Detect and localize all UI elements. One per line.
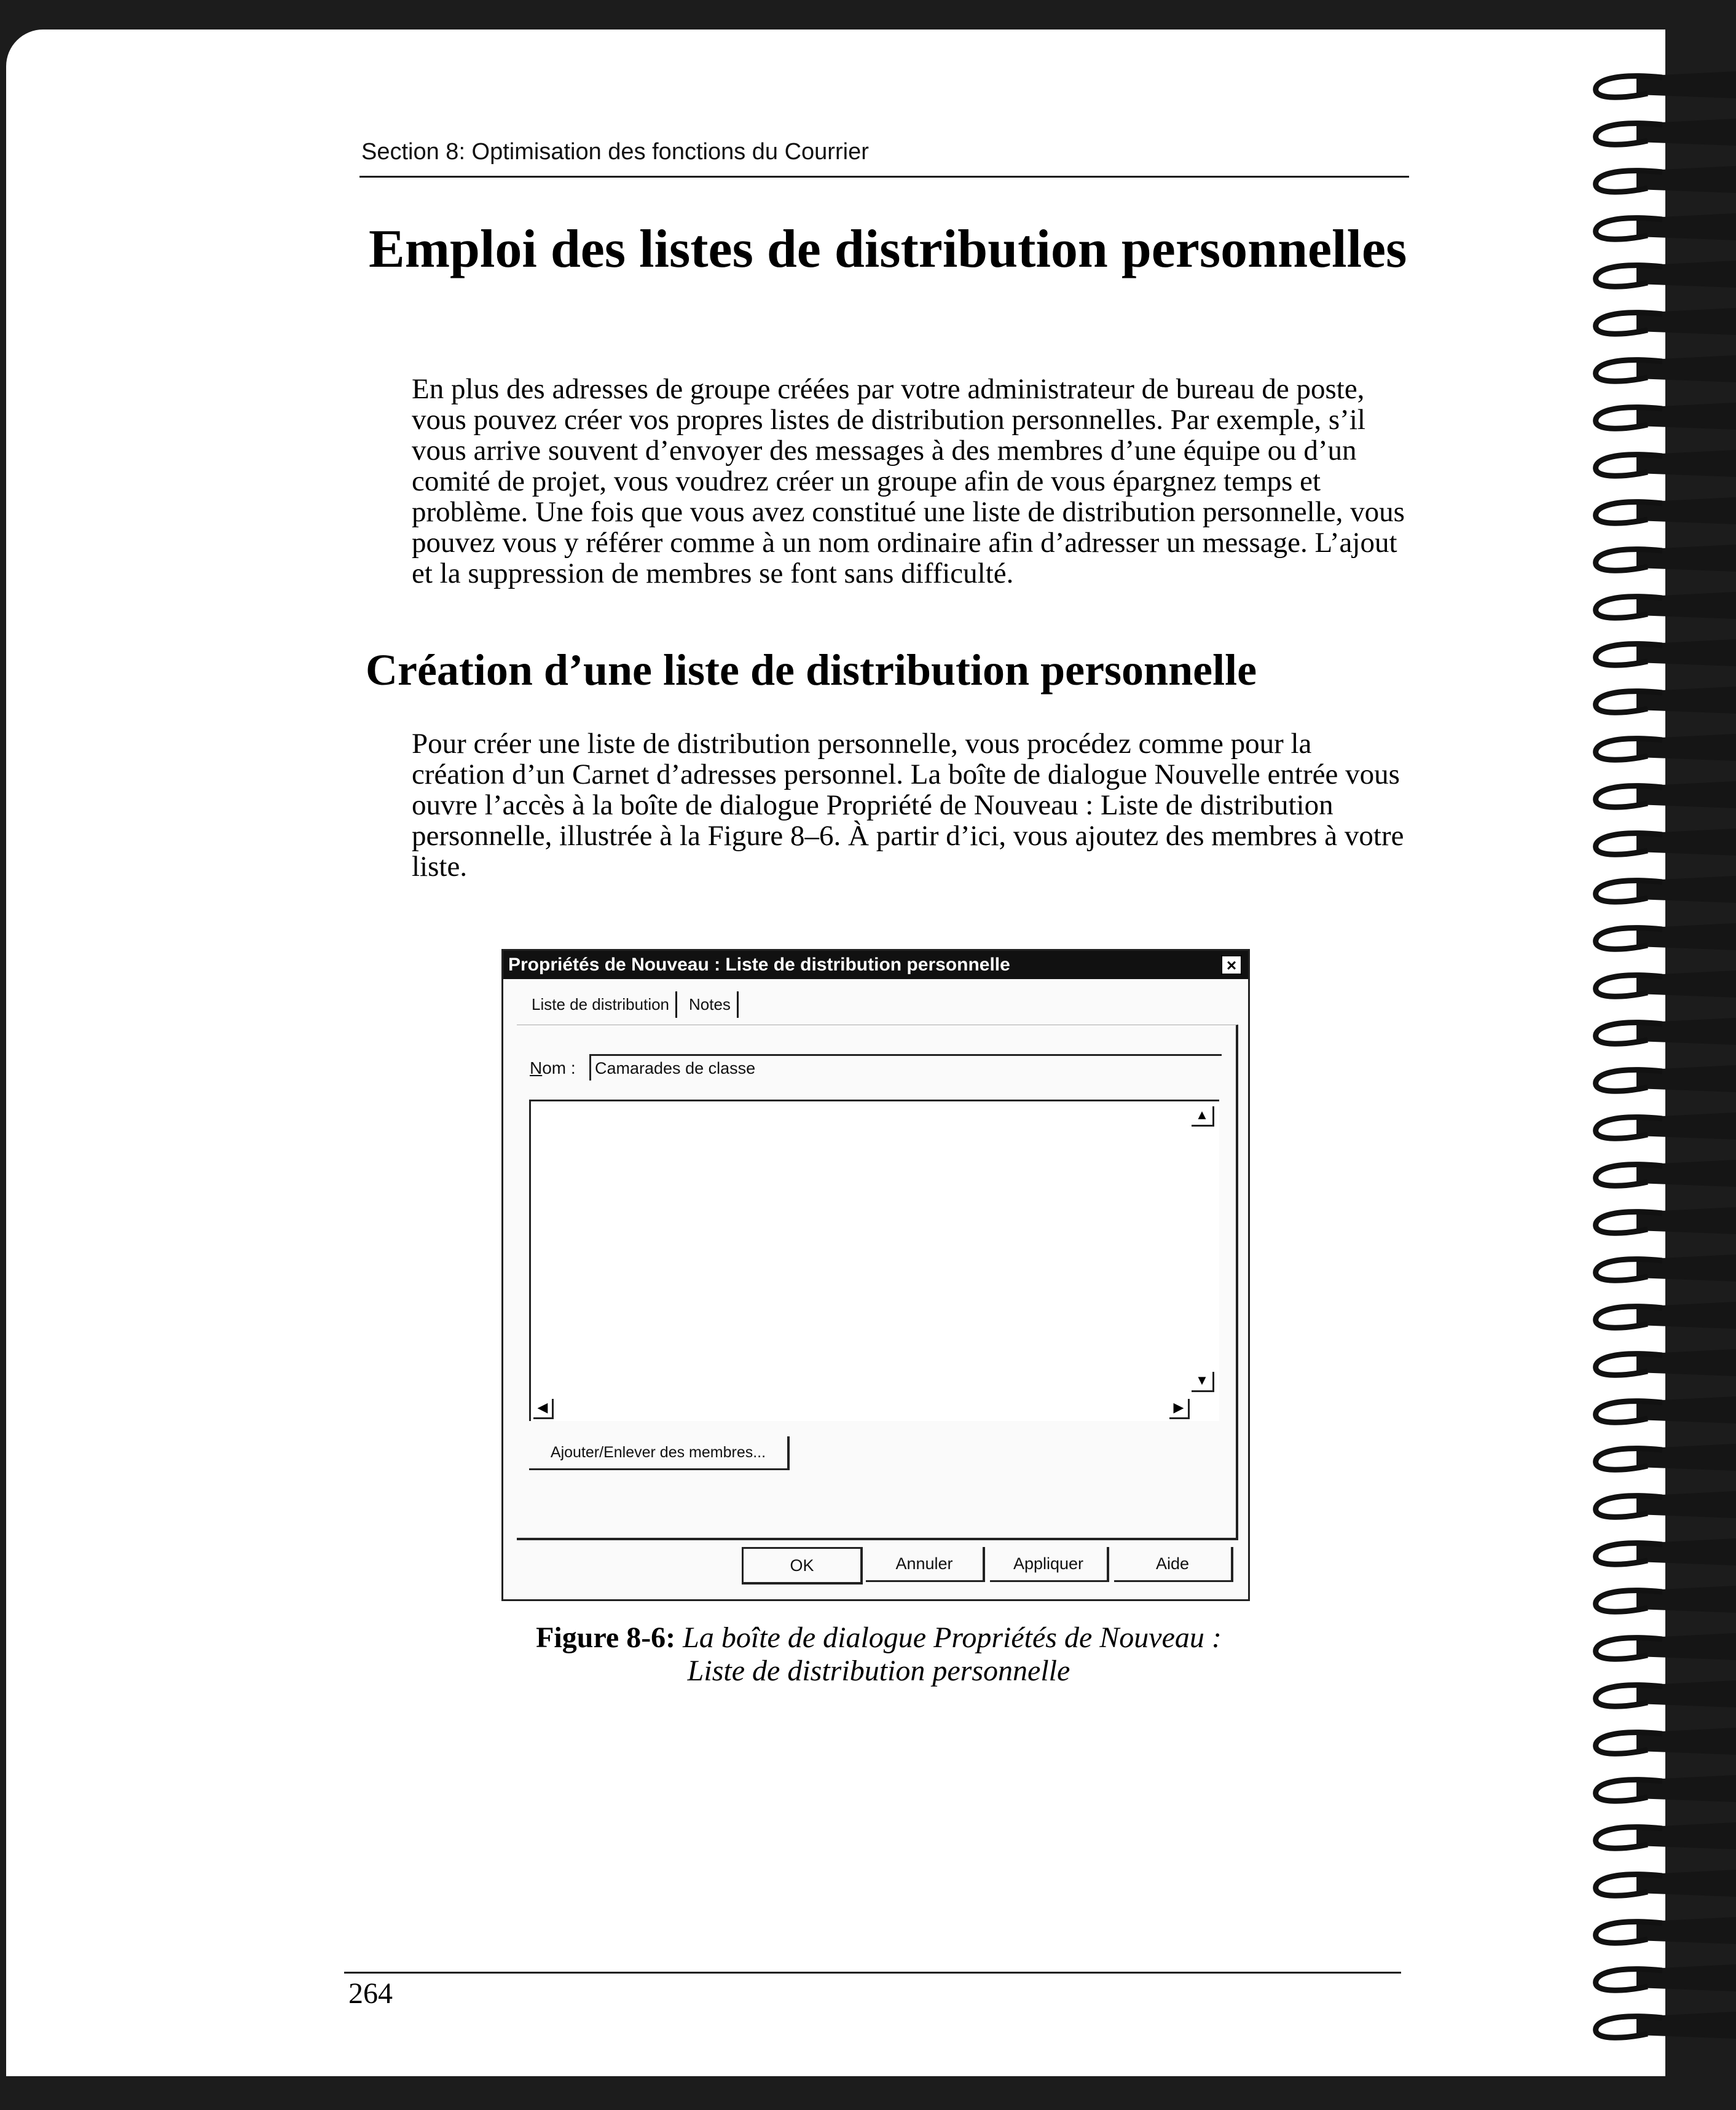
binding-ring (1589, 1535, 1736, 1578)
cancel-button[interactable]: Annuler (866, 1547, 985, 1582)
tab-distribution-list[interactable]: Liste de distribution (525, 991, 677, 1018)
section-subheading: Création d’une liste de distribution personnelle (366, 645, 1257, 695)
binding-ring (1589, 257, 1736, 300)
name-input[interactable]: Camarades de classe (589, 1054, 1222, 1081)
binding-ring (1589, 683, 1736, 726)
header-rule (359, 176, 1409, 178)
dialog-title: Propriétés de Nouveau : Liste de distribution personnelle (508, 955, 1010, 975)
binding-ring (1589, 1961, 1736, 2004)
binding-ring (1589, 494, 1736, 537)
binding-ring (1589, 1203, 1736, 1246)
binding-ring (1589, 1866, 1736, 1909)
scroll-up-icon[interactable]: ▲ (1192, 1106, 1214, 1127)
help-button[interactable]: Aide (1114, 1547, 1233, 1582)
binding-ring (1589, 1298, 1736, 1341)
binding-ring (1589, 1251, 1736, 1294)
binding-ring (1589, 919, 1736, 962)
binding-ring (1589, 1724, 1736, 1767)
binding-ring (1589, 777, 1736, 821)
binding-ring (1589, 1440, 1736, 1483)
binding-ring (1589, 304, 1736, 347)
scroll-left-icon[interactable]: ◀ (533, 1399, 554, 1419)
binding-ring (1589, 730, 1736, 773)
members-list[interactable] (529, 1100, 1219, 1421)
binding-ring (1589, 967, 1736, 1010)
binding-ring (1589, 210, 1736, 253)
caption-label: Figure 8-6: (536, 1621, 676, 1654)
section-header: Section 8: Optimisation des fonctions du Courrier (361, 139, 869, 165)
dialog-title-bar (503, 951, 1248, 979)
binding-ring (1589, 399, 1736, 442)
intro-paragraph: En plus des adresses de groupe créées par votre administrateur de bureau de poste, vous pouvez créer vos propres listes de distribution personnelles. Par exemple, s’il vous arrive souvent d’envoyer des messages à des membres d’une équipe ou d’un comité de projet, vous voudrez créer un groupe afin de vous épargnez temps et problème. Une fois que vous avez constitué une liste de distribution personnelle, vous pouvez vous y référer comme à un nom ordinaire afin d’adresser un message. L’ajout et la suppression de membres se font sans difficulté. (412, 373, 1405, 589)
page-title: Emploi des listes de distribution personnelles (369, 219, 1407, 279)
binding-ring (1589, 2008, 1736, 2051)
book-page (6, 30, 1665, 2076)
ok-button[interactable]: OK (742, 1547, 863, 1584)
binding-ring (1589, 1819, 1736, 1862)
footer-rule (344, 1972, 1401, 1974)
spiral-binding (1589, 61, 1736, 2077)
binding-ring (1589, 1014, 1736, 1057)
binding-ring (1589, 1913, 1736, 1956)
binding-ring (1589, 541, 1736, 584)
scroll-right-icon[interactable]: ▶ (1169, 1399, 1190, 1419)
figure-caption (436, 1621, 1321, 1688)
binding-ring (1589, 115, 1736, 158)
binding-ring (1589, 1771, 1736, 1814)
binding-ring (1589, 1487, 1736, 1530)
tab-notes[interactable]: Notes (683, 991, 739, 1018)
caption-line1: La boîte de dialogue Propriétés de Nouveau : (683, 1621, 1222, 1654)
binding-ring (1589, 1582, 1736, 1625)
binding-ring (1589, 68, 1736, 111)
name-label (530, 1058, 576, 1078)
binding-ring (1589, 1677, 1736, 1720)
binding-ring (1589, 1061, 1736, 1104)
page-number: 264 (348, 1977, 393, 2010)
binding-ring (1589, 1156, 1736, 1199)
properties-dialog-figure (501, 949, 1250, 1601)
binding-ring (1589, 1345, 1736, 1388)
name-label-accelerator: N (530, 1058, 543, 1077)
add-remove-members-button[interactable]: Ajouter/Enlever des membres... (529, 1436, 790, 1470)
binding-ring (1589, 352, 1736, 395)
creation-paragraph: Pour créer une liste de distribution personnelle, vous procédez comme pour la création d’un Carnet d’adresses personnel. La boîte de dialogue Nouvelle entrée vous ouvre l’accès à la boîte de dialogue Propriété de Nouveau : Liste de distribution personnelle, illustrée à la Figure 8–6. À partir d’ici, vous ajoutez des membres à votre liste. (412, 728, 1404, 883)
apply-button[interactable]: Appliquer (990, 1547, 1109, 1582)
binding-ring (1589, 1109, 1736, 1152)
binding-ring (1589, 1629, 1736, 1672)
binding-ring (1589, 636, 1736, 679)
binding-ring (1589, 825, 1736, 868)
scroll-down-icon[interactable]: ▼ (1192, 1372, 1214, 1392)
binding-ring (1589, 162, 1736, 205)
binding-ring (1589, 1393, 1736, 1436)
binding-ring (1589, 588, 1736, 631)
caption-line2: Liste de distribution personnelle (687, 1655, 1070, 1687)
close-icon[interactable]: × (1221, 955, 1242, 975)
binding-ring (1589, 872, 1736, 915)
name-label-rest: om : (542, 1058, 576, 1077)
binding-ring (1589, 446, 1736, 489)
